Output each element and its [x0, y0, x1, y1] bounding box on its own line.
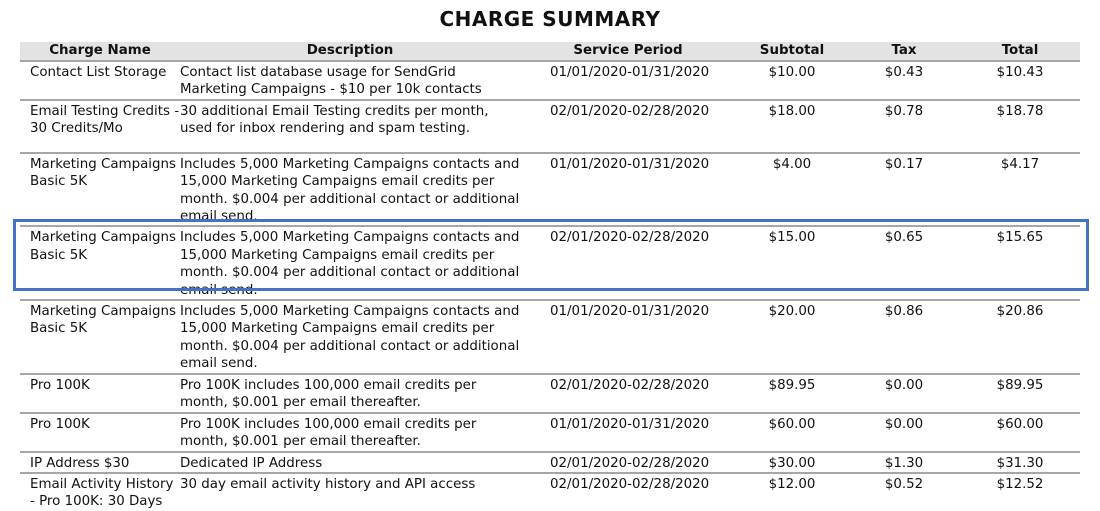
tax: $0.86 — [848, 300, 960, 374]
table-row — [20, 153, 1080, 227]
tax: $0.52 — [884, 476, 924, 492]
charge-name: Pro 100K — [20, 374, 180, 413]
charge-name: Marketing Campaigns Basic 5K — [20, 300, 180, 374]
subtotal: $15.00 — [736, 226, 848, 300]
subtotal: $20.00 — [736, 300, 848, 374]
service-period: 01/01/2020-01/31/2020 — [520, 300, 736, 374]
service-period: 02/01/2020-02/28/2020 — [520, 452, 736, 473]
subtotal: $60.00 — [736, 413, 848, 452]
subtotal: $4.00 — [736, 153, 848, 227]
charge-description: Includes 5,000 Marketing Campaigns contacts and 15,000 Marketing Campaigns email credits per month. $0.004 per additional contact or additional email send. — [180, 226, 520, 300]
charge-description: 30 additional Email Testing credits per month, used for inbox rendering and spam testing. — [180, 100, 520, 153]
charge-name: Email Activity History - Pro 100K: 30 Days — [30, 476, 174, 510]
total: $31.30 — [960, 452, 1080, 473]
charge-name: Marketing Campaigns Basic 5K — [20, 153, 180, 227]
total: $89.95 — [960, 374, 1080, 413]
table-row — [20, 100, 1080, 153]
column-header-description: Description — [180, 42, 520, 61]
table-row — [20, 413, 1080, 452]
charge-description: Contact list database usage for SendGrid Marketing Campaigns - $10 per 10k contacts — [180, 61, 520, 100]
total: $15.65 — [960, 226, 1080, 300]
charge-description: Includes 5,000 Marketing Campaigns contacts and 15,000 Marketing Campaigns email credits per month. $0.004 per additional contact or additional email send. — [180, 153, 520, 227]
total: $4.17 — [960, 153, 1080, 227]
charge-description: Dedicated IP Address — [180, 452, 520, 473]
tax: $0.00 — [848, 374, 960, 413]
total: $20.86 — [960, 300, 1080, 374]
charge-name: IP Address $30 — [20, 452, 180, 473]
subtotal: $18.00 — [736, 100, 848, 153]
subtotal: $12.00 — [768, 476, 816, 492]
subtotal: $89.95 — [736, 374, 848, 413]
tax: $0.43 — [848, 61, 960, 100]
tax: $0.65 — [848, 226, 960, 300]
service-period: 02/01/2020-02/28/2020 — [520, 374, 736, 413]
charge-description: Pro 100K includes 100,000 email credits per month, $0.001 per email thereafter. — [180, 374, 520, 413]
column-header-service-period: Service Period — [520, 42, 736, 61]
tax: $0.00 — [848, 413, 960, 452]
charge-name: Contact List Storage — [20, 61, 180, 100]
service-period: 02/01/2020-02/28/2020 — [520, 226, 736, 300]
charge-name: Email Testing Credits - 30 Credits/Mo — [20, 100, 180, 153]
service-period: 02/01/2020-02/28/2020 — [550, 476, 710, 492]
table-row — [20, 473, 1080, 511]
table-row — [20, 300, 1080, 374]
table-header-row — [20, 42, 1080, 61]
service-period: 01/01/2020-01/31/2020 — [520, 153, 736, 227]
subtotal: $10.00 — [736, 61, 848, 100]
column-header-tax: Tax — [848, 42, 960, 61]
service-period: 01/01/2020-01/31/2020 — [520, 413, 736, 452]
charge-name: Pro 100K — [20, 413, 180, 452]
charge-name: Marketing Campaigns Basic 5K — [20, 226, 180, 300]
service-period: 01/01/2020-01/31/2020 — [520, 61, 736, 100]
charge-description: 30 day email activity history and API access — [180, 476, 476, 492]
tax: $1.30 — [848, 452, 960, 473]
column-header-subtotal: Subtotal — [736, 42, 848, 61]
charge-description: Pro 100K includes 100,000 email credits per month, $0.001 per email thereafter. — [180, 413, 520, 452]
total: $60.00 — [960, 413, 1080, 452]
table-row — [20, 452, 1080, 473]
page-title: CHARGE SUMMARY — [439, 7, 661, 31]
column-header-charge-name: Charge Name — [20, 42, 180, 61]
total: $18.78 — [960, 100, 1080, 153]
charge-description: Includes 5,000 Marketing Campaigns contacts and 15,000 Marketing Campaigns email credits per month. $0.004 per additional contact or additional email send. — [180, 300, 520, 374]
tax: $0.78 — [848, 100, 960, 153]
service-period: 02/01/2020-02/28/2020 — [520, 100, 736, 153]
charge-summary-table — [20, 42, 1080, 511]
subtotal: $30.00 — [736, 452, 848, 473]
tax: $0.17 — [848, 153, 960, 227]
column-header-total: Total — [960, 42, 1080, 61]
table-row — [20, 61, 1080, 100]
total: $12.52 — [996, 476, 1044, 492]
total: $10.43 — [960, 61, 1080, 100]
table-row-highlighted — [20, 226, 1080, 300]
table-row — [20, 374, 1080, 413]
